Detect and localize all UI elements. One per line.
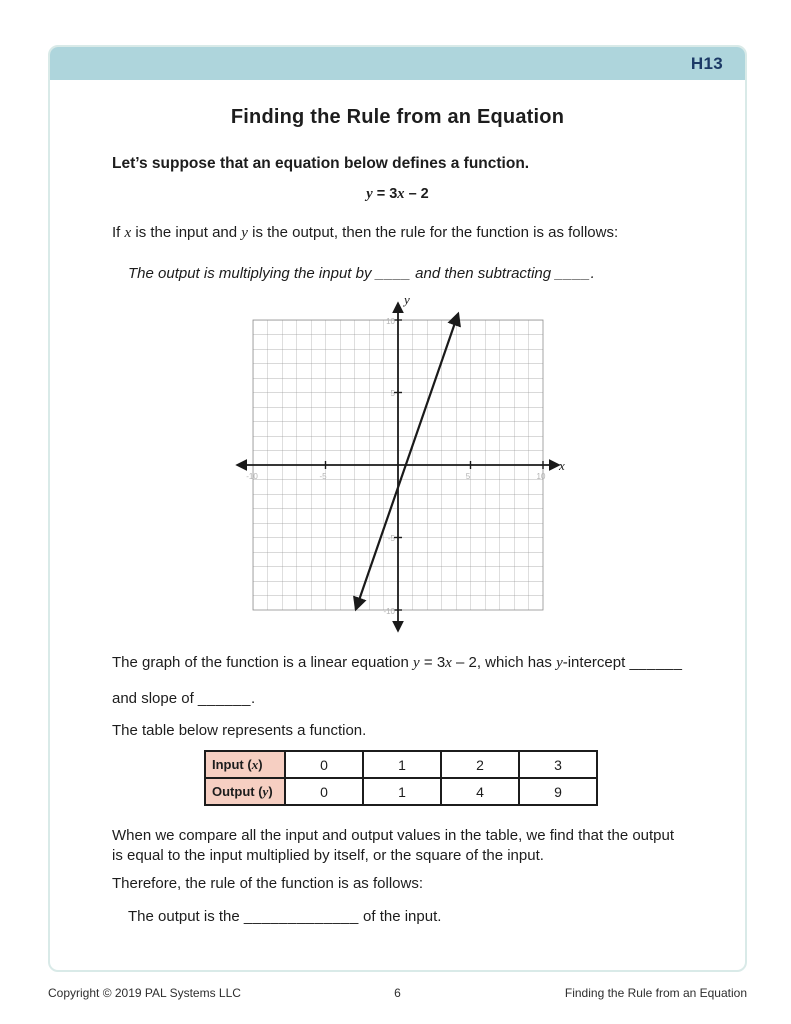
y-tick-label: -10	[382, 607, 395, 616]
worksheet-card	[48, 45, 747, 972]
page-title: Finding the Rule from an Equation	[230, 106, 565, 128]
text-fragment: – 2, which has	[451, 654, 557, 671]
equation-tail: – 2	[404, 186, 429, 202]
y-axis-label: y	[403, 292, 410, 307]
equation-mid: = 3	[372, 186, 398, 202]
table-cell: 0	[285, 751, 363, 778]
therefore-sentence: Therefore, the rule of the function is as follows:	[112, 875, 423, 892]
x-tick-label: 5	[465, 472, 470, 481]
text-fragment: = 3	[419, 654, 446, 671]
table-row-input	[205, 751, 597, 778]
lesson-code-badge: H13	[690, 53, 723, 73]
var-y: y	[262, 783, 269, 799]
equation-var-y: y	[366, 186, 373, 202]
table-cell: 4	[441, 778, 519, 805]
table-cell: 0	[285, 778, 363, 805]
row-header-input	[205, 751, 285, 778]
x-tick-label: 10	[536, 472, 545, 481]
rule-fill-in-sentence	[112, 265, 683, 282]
row-header-output	[205, 778, 285, 805]
x-tick-label: -10	[245, 472, 258, 481]
var-y: y	[241, 225, 248, 241]
fill-in-blank: ____	[555, 265, 591, 282]
text-fragment: )	[258, 756, 263, 772]
text-fragment: Input (	[212, 756, 252, 772]
text-fragment: The output is multiplying the input by	[128, 265, 376, 282]
input-output-sentence	[112, 223, 683, 243]
graph-caption-line1	[112, 653, 683, 673]
function-table	[204, 750, 598, 806]
text-fragment: Output (	[212, 783, 263, 799]
intro-sentence: Let’s suppose that an equation below defines a function.	[112, 155, 530, 172]
coordinate-grid-graph	[230, 290, 566, 642]
text-fragment: If	[112, 224, 125, 241]
var-x: x	[445, 655, 452, 671]
var-y: y	[556, 655, 563, 671]
table-row-output	[205, 778, 597, 805]
fill-in-blank: ______	[197, 690, 251, 707]
var-x: x	[124, 225, 132, 241]
text-fragment: )	[268, 783, 273, 799]
text-fragment: and then subtracting	[411, 265, 556, 282]
table-cell: 2	[441, 751, 519, 778]
text-fragment: .	[590, 265, 595, 282]
page-footer	[48, 986, 747, 1000]
equation-display	[112, 186, 683, 203]
x-tick-label: -5	[318, 472, 327, 481]
text-fragment: is the output, then the rule for the function is as follows:	[247, 224, 619, 241]
table-cell: 1	[363, 751, 441, 778]
graph-caption-line2	[112, 689, 683, 708]
fill-in-blank: ______	[629, 654, 683, 671]
footer-page-number: 6	[394, 986, 401, 1000]
text-fragment: is the input and	[131, 224, 242, 241]
text-fragment: The output is the	[128, 908, 244, 925]
y-tick-label: -5	[387, 534, 395, 543]
var-x: x	[251, 756, 259, 772]
worksheet-content	[50, 106, 745, 925]
graph-container	[112, 290, 683, 647]
text-fragment: and slope of	[112, 690, 198, 707]
y-tick-label: 10	[385, 317, 395, 326]
fill-in-blank: _____________	[243, 908, 359, 925]
worksheet-header-bar	[50, 47, 745, 80]
text-fragment: .	[250, 690, 256, 707]
footer-copyright: Copyright © 2019 PAL Systems LLC	[48, 986, 241, 1000]
fill-in-blank: ____	[375, 265, 412, 282]
equation-var-x: x	[397, 186, 405, 202]
table-cell: 3	[519, 751, 597, 778]
footer-title: Finding the Rule from an Equation	[564, 986, 747, 1000]
x-axis-label: x	[558, 458, 565, 473]
table-cell: 1	[363, 778, 441, 805]
final-rule-sentence	[112, 908, 683, 925]
table-cell: 9	[519, 778, 597, 805]
y-tick-label: 5	[390, 389, 395, 398]
table-intro-sentence: The table below represents a function.	[112, 722, 367, 739]
text-fragment: The graph of the function is a linear equation	[112, 654, 414, 671]
comparison-paragraph: When we compare all the input and output values in the table, we find that the output is equal to the input multiplied by itself, or the square of the input.	[112, 827, 675, 864]
text-fragment: of the input.	[358, 908, 442, 925]
var-y: y	[413, 655, 420, 671]
text-fragment: -intercept	[562, 654, 630, 671]
